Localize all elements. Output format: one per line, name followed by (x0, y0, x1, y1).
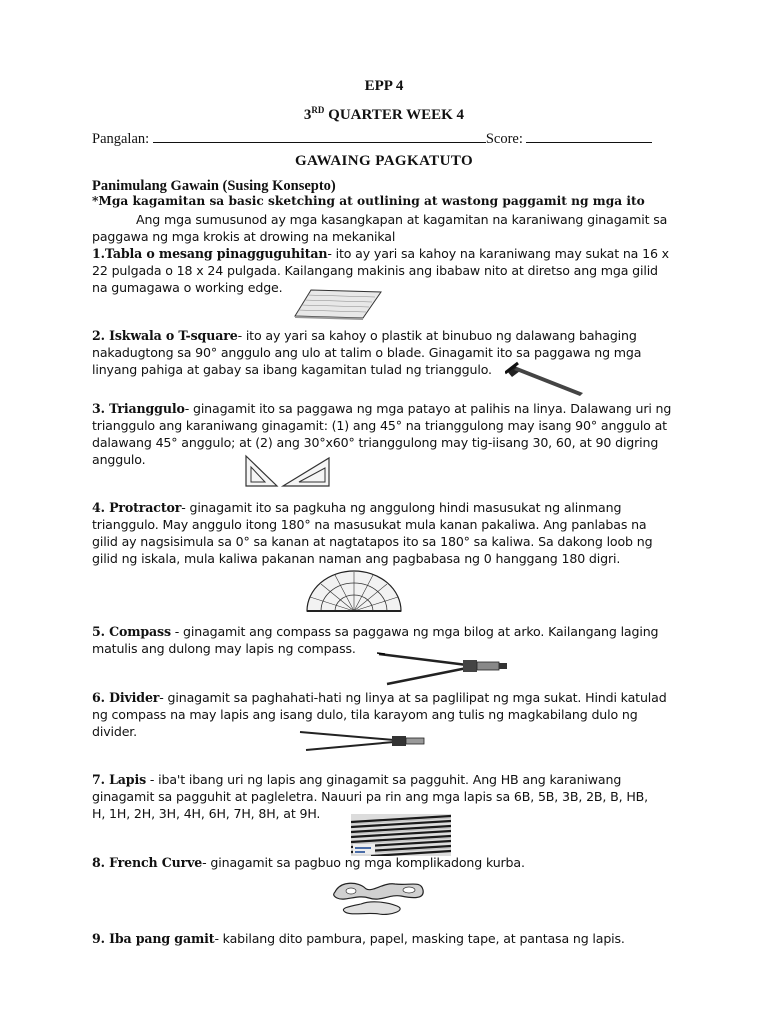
intro-paragraph-line1: Ang mga sumusunod ay mga kasangkapan at kagamitan na karaniwang ginagamit sa (136, 212, 668, 227)
item-t-square-line2: nakadugtong sa 90° anggulo ang ulo at talim o blade. Ginagamit ito sa paggawa ng mga (92, 345, 642, 360)
item-t-square-line1: - ito ay yari sa kahoy o plastik at binubuo ng dalawang bahaging (237, 328, 637, 343)
term-compass: 5. Compass (92, 624, 171, 639)
score-field[interactable] (526, 129, 652, 143)
compass-icon (377, 648, 509, 688)
subject-title: EPP 4 (364, 78, 404, 94)
item-drawing-board-line3: na gumagawa o working edge. (92, 280, 283, 295)
term-t-square: 2. Iskwala o T-square (92, 328, 238, 343)
drawing-board-icon (293, 287, 383, 321)
item-protractor-line3: gilid ay nagsisimula sa 0° sa kanan at nagtatapos ito sa 180° sa kaliwa. Sa dakong loob ng (92, 534, 653, 549)
t-square-icon (505, 361, 585, 397)
worksheet-title: GAWAING PAGKATUTO (294, 153, 474, 169)
term-protractor: 4. Protractor (92, 500, 182, 515)
intro-paragraph-line2: paggawa ng mga krokis at drowing na mekanikal (92, 229, 396, 244)
divider-icon (298, 728, 428, 754)
item-t-square-line3: linyang pahiga at gabay sa ibang kagamitan tulad ng trianggulo. (92, 362, 492, 377)
term-other-tools: 9. Iba pang gamit (92, 931, 215, 946)
item-drawing-board-line2: 22 pulgada o 18 x 24 pulgada. Kailangang makinis ang ibabaw nito at diretso ang mga gilid (92, 263, 658, 278)
french-curve-icon (331, 878, 427, 918)
item-pencils-line3: H, 1H, 2H, 3H, 4H, 6H, 7H, 8H, at 9H. (92, 806, 321, 821)
protractor-icon (305, 569, 403, 613)
triangles-icon (243, 454, 333, 488)
name-row (92, 129, 652, 148)
item-triangles-line2: trianggulo ang karaniwang ginagamit: (1) ang 45° na trianggulong may isang 90° anggulo at (92, 418, 667, 433)
quarter-title (0, 105, 768, 124)
term-pencils: 7. Lapis (92, 772, 147, 787)
term-triangles: 3. Trianggulo (92, 401, 185, 416)
item-divider-line3: divider. (92, 724, 138, 739)
intro-heading: Panimulang Gawain (Susing Konsepto) (92, 178, 336, 194)
name-label: Pangalan: (92, 131, 150, 147)
item-triangles-line4: anggulo. (92, 452, 146, 467)
item-protractor-line1: - ginagamit ito sa pagkuha ng anggulong hindi masusukat ng alinmang (181, 500, 622, 515)
term-drawing-board: 1.Tabla o mesang pinagguguhitan (92, 246, 328, 261)
pencils-icon (351, 814, 451, 856)
item-other-tools-line1: - kabilang dito pambura, papel, masking tape, at pantasa ng lapis. (214, 931, 625, 946)
item-french-curve-line1: - ginagamit sa pagbuo ng mga komplikadong kurba. (202, 855, 525, 870)
item-protractor-line2: trianggulo. May anggulo itong 180° na masusukat mula kanan pakaliwa. Ang panlabas na (92, 517, 647, 532)
item-compass-line2: matulis ang dulong may lapis ng compass. (92, 641, 356, 656)
item-pencils-line2: ginagamit sa pagguhit at pagleletra. Nauuri pa rin ang mga lapis sa 6B, 5B, 3B, 2B, B, HB, (92, 789, 648, 804)
quarter-text: QUARTER WEEK 4 (324, 107, 465, 123)
item-triangles-line1: - ginagamit ito sa paggawa ng mga patayo at palihis na linya. Dalawang uri ng (184, 401, 672, 416)
item-protractor-line4: gilid ng iskala, mula kaliwa pakanan naman ang pagbabasa ng 0 hanggang 180 digri. (92, 551, 621, 566)
term-divider: 6. Divider (92, 690, 160, 705)
item-pencils-line1: - iba't ibang uri ng lapis ang ginagamit sa pagguhit. Ang HB ang karaniwang (146, 772, 622, 787)
item-drawing-board-line1: - ito ay yari sa kahoy na karaniwang may sukat na 16 x (327, 246, 669, 261)
item-divider-line1: - ginagamit sa paghahati-hati ng linya at sa paglilipat ng mga sukat. Hindi katulad (159, 690, 667, 705)
term-french-curve: 8. French Curve (92, 855, 203, 870)
quarter-superscript: RD (311, 105, 325, 115)
item-triangles-line3: dalawang 45° anggulo; at (2) ang 30°x60° trianggulong may tig-iisang 30, 60, at 90 digring (92, 435, 659, 450)
quarter-number: 3 (303, 107, 312, 123)
name-field[interactable] (153, 129, 486, 143)
item-compass-line1: - ginagamit ang compass sa paggawa ng mga bilog at arko. Kailangang laging (170, 624, 659, 639)
item-divider-line2: ng compass na may lapis ang isang dulo, tila karayom ang tulis ng magkabilang dulo ng (92, 707, 638, 722)
intro-subheading: *Mga kagamitan sa basic sketching at outlining at wastong paggamit ng mga ito (92, 194, 645, 208)
score-label: Score: (485, 131, 523, 147)
